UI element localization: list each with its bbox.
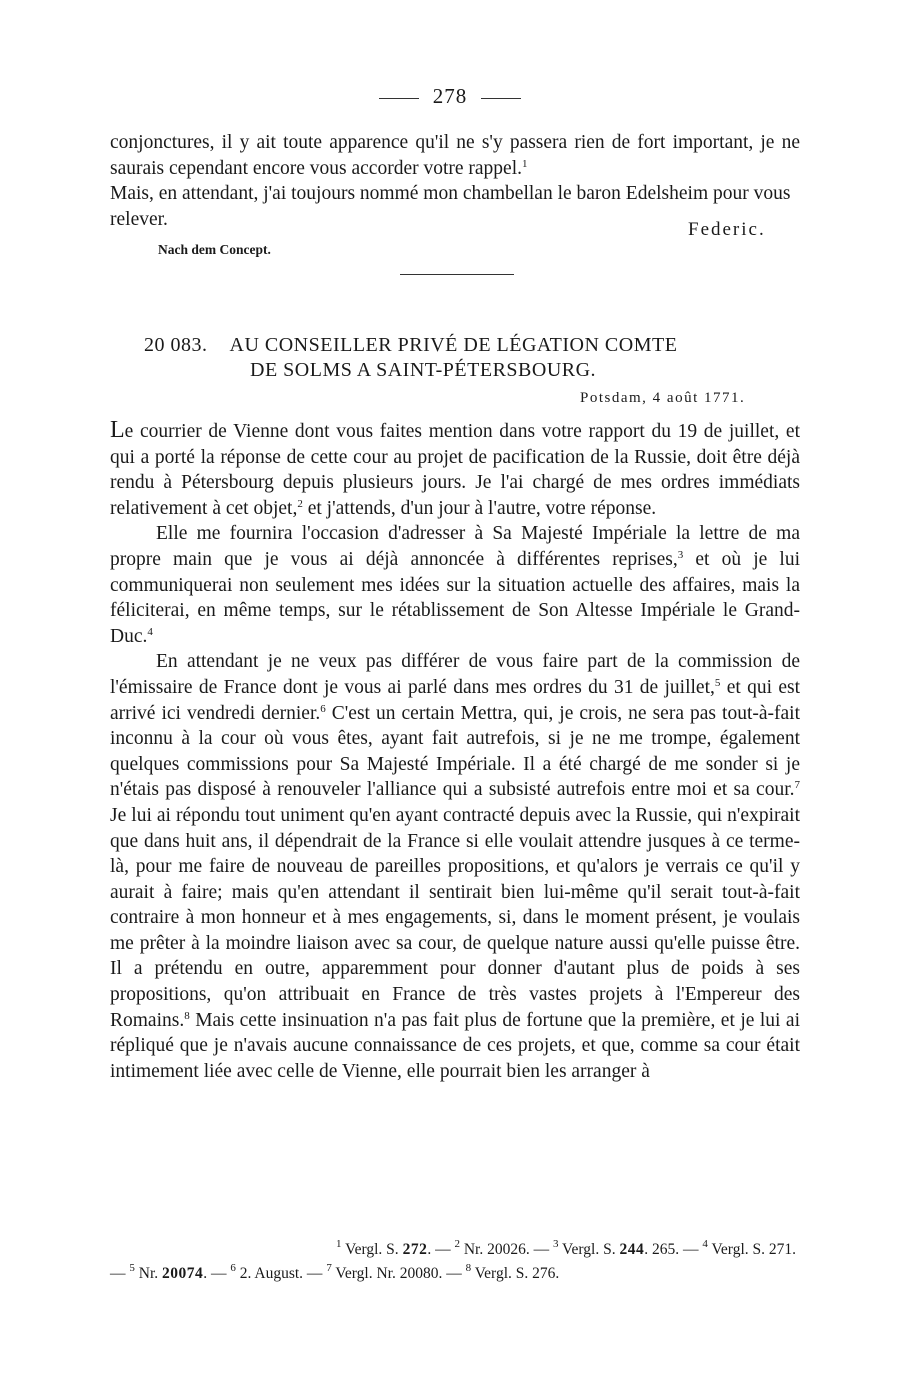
- paragraph-1: Le courrier de Vienne dont vous faites mention dans votre rapport du 19 de juillet, et qui a porté la réponse de cette cour au projet de pacification de la Russie, doit être déjà rendu à Pétersbourg depuis plusieurs jours. Je l'ai chargé de mes ordres immédiats relativement à cet objet,$^2$ et j'attends, d'un jour à l'autre, votre réponse.: [110, 417, 800, 519]
- footnote-mark: 8: [184, 1009, 190, 1022]
- footnote-mark: 3: [677, 548, 684, 561]
- footnote-mark: 4: [147, 625, 153, 638]
- footnote-mark: 7: [794, 779, 800, 792]
- continuation-text: [110, 130, 800, 232]
- continuation-line-2: Mais, en attendant, j'ai toujours nommé mon chambellan le baron Edelsheim pour vous relever.: [110, 183, 791, 230]
- dateline: Potsdam, 4 août 1771.: [580, 390, 746, 406]
- letter-number: 20 083.: [144, 334, 208, 356]
- page-header: [0, 84, 900, 109]
- paragraph-2: Elle me fournira l'occasion d'adresser à Sa Majesté Impériale la lettre de ma propre main que je vous ai déjà annoncée à différentes reprises,$^3$ et où je lui communiquerai non seulement mes idées sur la situation actuelle des affaires, mais la féliciterai, en même temps, sur le rétablissement de Son Altesse Impériale le Grand-Duc.$^4$: [110, 523, 801, 647]
- letter-title-1: AU CONSEILLER PRIVÉ DE LÉGATION COMTE: [229, 334, 678, 356]
- drop-cap: L: [110, 417, 125, 443]
- page-number: 278: [432, 84, 468, 108]
- letter-heading-line-1: [144, 333, 677, 358]
- footnotes-line-2: — $^5$ Nr. 20074. — $^6$ 2. August. — $^7$ Vergl. Nr. 20080. — $^8$ Vergl. S. 276.: [110, 1262, 560, 1282]
- footnote-mark: 6: [320, 702, 326, 715]
- letter-body: [110, 418, 800, 1084]
- signature: Federic.: [688, 219, 766, 240]
- footnotes-line-1: $^1$ Vergl. S. 272. — $^2$ Nr. 20026. — $^3$ Vergl. S. 244. 265. — $^4$ Vergl. S. 271.: [336, 1238, 796, 1258]
- footnote-mark: 1: [522, 157, 528, 170]
- header-dash-right: [481, 98, 521, 99]
- footnotes: [110, 1238, 800, 1286]
- header-dash-left: [379, 98, 419, 99]
- letter-title-2: DE SOLMS A SAINT-PÉTERSBOURG.: [250, 359, 597, 381]
- section-separator: [400, 274, 514, 275]
- footnote-mark: 5: [714, 676, 721, 689]
- continuation-line-1: conjonctures, il y ait toute apparence qu'il ne s'y passera rien de fort important, je ne saurais cependant encore vous accorder votre rappel.$^1$: [110, 132, 800, 179]
- source-note: Nach dem Concept.: [158, 242, 271, 257]
- footnote-mark: 2: [297, 497, 303, 510]
- paragraph-3: En attendant je ne veux pas différer de vous faire part de la commission de l'émissaire de France dont je vous ai parlé dans mes ordres du 31 de juillet,$^5$ et qui est arrivé ici vendredi dernier.$^6$ C'est un certain Mettra, qui, je crois, ne sera pas tout-à-fait inconnu à la cour où vous êtes, ayant fait autrefois, si je ne me trompe, également quelques commissions pour Sa Majesté Impériale. Il a été chargé de me sonder si je n'étais pas disposé à renouveler l'alliance qui a subsisté autrefois entre moi et sa cour.$^7$ Je lui ai répondu tout uniment qu'en ayant contracté depuis avec la Russie, qui n'expirait que dans huit ans, il dépendrait de la France si elle voulait attendre jusques à ce terme-là, pour me faire de nouveau de pareilles propositions, et qu'alors je verrais ce qu'il y aurait à faire; mais qu'en attendant il sentirait bien lui-même qu'il serait tout-à-fait contraire à mon honneur et à mes engagements, si, dans le moment présent, je voulais me prêter à la moindre liaison avec sa cour, de quelque nature aussi qu'elle puisse être. Il a prétendu en outre, apparemment pour donner d'autant plus de poids à ses propositions, qu'on attribuait en France de très vastes projets à l'Empereur des Romains.$^8$ Mais cette insinuation n'a pas fait plus de fortune que la première, et je lui ai répliqué que je n'avais aucune connaissance de ces projets, et que, comme sa cour était intimement liée avec celle de Vienne, elle pourrait bien les arranger à: [110, 651, 801, 1082]
